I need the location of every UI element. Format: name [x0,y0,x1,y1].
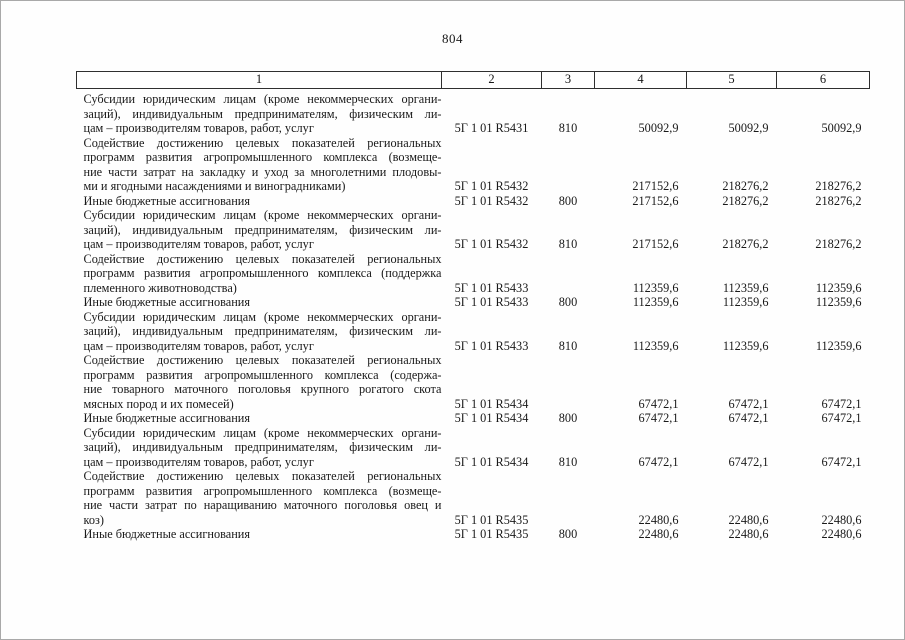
column-header-1: 1 [77,72,442,89]
row-amount-cell-3: 218276,2 [815,237,862,251]
column-header-3: 3 [542,72,595,89]
row-code-cell: 5Г 1 01 R5431 [454,121,529,135]
row-name-line: цам – производителям товаров, работ, услуг [83,237,314,251]
table-row [77,194,870,209]
row-amount-cell-2: 218276,2 [722,237,769,251]
row-name-line: программ развития агропромышленного комплекса (содержа- [83,367,442,382]
row-amount-cell-1: 50092,9 [638,121,679,135]
row-name-line: Субсидии юридическим лицам (кроме некоммерческих органи- [83,425,442,440]
row-code-cell: 5Г 1 01 R5435 [454,527,529,541]
row-name-line: Содействие достижению целевых показателей региональных [83,353,442,367]
row-code-cell: 5Г 1 01 R5435 [454,512,529,527]
row-amount-cell-3: 218276,2 [815,193,862,208]
row-amount-cell-1: 112359,6 [632,280,679,295]
column-header-5: 5 [687,72,777,89]
row-amount-cell-2: 112359,6 [722,280,769,295]
row-type-cell [542,469,595,527]
row-name-cell [77,353,442,411]
row-name-line: племенного животноводства) [83,280,237,295]
table-row [77,252,870,296]
row-name-line: ми и ягодными насаждениями и виноградниками) [83,179,346,193]
row-name-line: Иные бюджетные ассигнования [83,193,251,208]
row-amount-cell-1: 217152,6 [632,179,679,193]
row-name-line: Субсидии юридическим лицам (кроме некоммерческих органи- [83,92,442,106]
table-row [77,469,870,527]
page-number: 804 [442,31,463,46]
column-header-4: 4 [595,72,687,89]
row-type-cell: 810 [558,237,578,251]
row-type-cell [542,136,595,194]
table-row [77,89,870,136]
row-amount-cell-2: 112359,6 [722,295,769,309]
row-amount-cell-3: 22480,6 [821,512,862,527]
row-amount-cell-3: 112359,6 [815,280,862,295]
row-amount-cell-3: 218276,2 [815,179,862,193]
row-type-cell: 800 [558,295,578,309]
row-name-cell [77,295,442,310]
row-name-line: Субсидии юридическим лицам (кроме некоммерческих органи- [83,309,442,324]
row-name-cell [77,411,442,426]
row-amount-cell-3: 67472,1 [821,411,862,425]
row-type-cell [542,252,595,296]
row-code-cell: 5Г 1 01 R5432 [454,193,529,208]
row-code-cell: 5Г 1 01 R5434 [454,454,529,469]
row-name-line: программ развития агропромышленного комплекса (возмеще- [83,150,442,164]
row-name-line: Содействие достижению целевых показателей региональных [83,251,442,266]
row-amount-cell-3: 67472,1 [821,454,862,469]
table-row [77,208,870,252]
row-code-cell: 5Г 1 01 R5434 [454,411,529,425]
row-amount-cell-1: 22480,6 [638,512,679,527]
row-name-line: ние части затрат по наращиванию маточного поголовья овец и [83,498,442,512]
table-header [77,72,870,89]
row-amount-cell-1: 217152,6 [632,193,679,208]
row-name-line: программ развития агропромышленного комплекса (возмеще- [83,483,442,498]
row-amount-cell-2: 67472,1 [728,454,769,469]
column-header-2: 2 [442,72,542,89]
row-name-cell [77,252,442,296]
table-row [77,310,870,354]
row-type-cell: 800 [558,193,578,208]
row-amount-cell-3: 112359,6 [815,338,862,353]
row-name-line: цам – производителям товаров, работ, услуг [83,121,314,135]
row-name-line: ние части затрат на закладку и уход за многолетними плодовы- [83,164,442,179]
row-code-cell: 5Г 1 01 R5434 [454,396,529,411]
table-body [77,89,870,542]
row-type-cell: 800 [558,527,578,541]
row-code-cell: 5Г 1 01 R5433 [454,338,529,353]
row-amount-cell-3: 67472,1 [821,396,862,411]
row-amount-cell-2: 22480,6 [728,527,769,541]
row-name-line: заций), индивидуальным предпринимателям, физическим ли- [83,222,442,237]
row-amount-cell-1: 217152,6 [632,237,679,251]
row-name-cell [77,426,442,470]
row-name-cell [77,194,442,209]
row-code-cell: 5Г 1 01 R5432 [454,179,529,193]
row-name-line: цам – производителям товаров, работ, услуг [83,454,314,469]
row-amount-cell-3: 22480,6 [821,527,862,541]
row-amount-cell-2: 112359,6 [722,338,769,353]
row-name-cell [77,208,442,252]
row-type-cell: 810 [558,338,578,353]
row-name-line: заций), индивидуальным предпринимателям, физическим ли- [83,324,442,338]
table-row [77,295,870,310]
row-name-line: Субсидии юридическим лицам (кроме некоммерческих органи- [83,208,442,222]
table-row [77,527,870,542]
table-row [77,411,870,426]
row-amount-cell-2: 22480,6 [728,512,769,527]
row-code-cell: 5Г 1 01 R5433 [454,295,529,309]
row-code-cell: 5Г 1 01 R5433 [454,280,529,295]
row-name-line: ние товарного маточного поголовья крупного рогатого скота [83,382,442,396]
row-type-cell: 810 [558,454,578,469]
row-type-cell: 810 [558,121,578,135]
row-amount-cell-3: 112359,6 [815,295,862,309]
row-type-cell: 800 [558,411,578,425]
row-amount-cell-1: 112359,6 [632,295,679,309]
table-header-row [77,72,870,89]
row-name-cell [77,469,442,527]
row-name-line: Содействие достижению целевых показателей региональных [83,469,442,483]
row-amount-cell-2: 67472,1 [728,396,769,411]
budget-table [76,71,870,542]
row-name-line: заций), индивидуальным предпринимателям, физическим ли- [83,440,442,454]
row-type-cell [542,353,595,411]
row-amount-cell-1: 67472,1 [638,411,679,425]
row-name-cell [77,310,442,354]
row-name-line: мясных пород и их помесей) [83,396,234,411]
row-amount-cell-1: 67472,1 [638,396,679,411]
row-name-cell [77,136,442,194]
table-row [77,426,870,470]
row-name-cell [77,527,442,542]
row-name-line: Иные бюджетные ассигнования [83,411,251,425]
row-amount-cell-1: 22480,6 [638,527,679,541]
row-amount-cell-1: 112359,6 [632,338,679,353]
row-name-line: заций), индивидуальным предпринимателям, физическим ли- [83,106,442,121]
column-header-6: 6 [777,72,870,89]
table-row [77,353,870,411]
row-name-line: коз) [83,512,104,527]
row-amount-cell-2: 67472,1 [728,411,769,425]
row-amount-cell-3: 50092,9 [821,121,862,135]
row-code-cell: 5Г 1 01 R5432 [454,237,529,251]
table-row [77,136,870,194]
row-amount-cell-2: 218276,2 [722,193,769,208]
row-name-line: программ развития агропромышленного комплекса (поддержка [83,266,442,280]
row-name-line: Иные бюджетные ассигнования [83,527,251,541]
row-name-line: Содействие достижению целевых показателей региональных [83,135,442,150]
row-amount-cell-2: 50092,9 [728,121,769,135]
row-name-cell [77,89,442,136]
row-name-line: цам – производителям товаров, работ, услуг [83,338,314,353]
row-amount-cell-1: 67472,1 [638,454,679,469]
row-name-line: Иные бюджетные ассигнования [83,295,251,309]
row-amount-cell-2: 218276,2 [722,179,769,193]
